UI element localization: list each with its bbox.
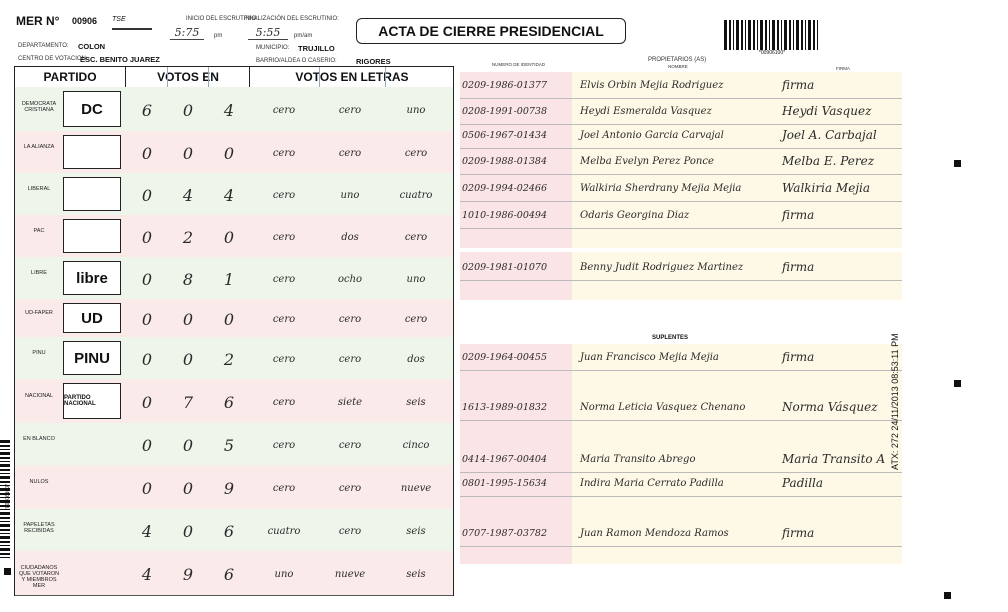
vote-word: cero xyxy=(404,148,428,159)
member-name: Melba Evelyn Perez Ponce xyxy=(580,156,714,167)
vote-digit: 0 xyxy=(182,479,194,498)
party-row xyxy=(15,173,453,216)
party-row xyxy=(15,465,453,510)
mer-label: MER N° xyxy=(16,14,60,28)
tse-logo-icon: TSE xyxy=(112,16,152,30)
vote-digit: 1 xyxy=(223,270,235,289)
identity-number: 0209-1986-01377 xyxy=(462,80,547,91)
vote-digit: 4 xyxy=(223,186,235,205)
member-line xyxy=(460,280,902,281)
vote-word: cero xyxy=(272,440,296,451)
party-name: CIUDADANOS QUE VOTARON Y MIEMBROS MER xyxy=(18,565,60,589)
header-votos-numeros: VOTOS EN xyxy=(125,67,250,88)
vote-digit: 0 xyxy=(141,144,153,163)
vote-digit: 6 xyxy=(223,522,235,541)
vote-word: uno xyxy=(406,105,426,116)
vote-word: seis xyxy=(406,569,426,580)
vote-digit: 2 xyxy=(223,350,235,369)
member-name: Walkiria Sherdrany Mejia Mejia xyxy=(580,183,742,194)
vote-word: nueve xyxy=(334,569,366,580)
vote-digit: 0 xyxy=(182,522,194,541)
vote-word: cero xyxy=(272,354,296,365)
mer-number: 00906 xyxy=(72,16,98,26)
vote-digit: 0 xyxy=(141,186,153,205)
vote-word: cero xyxy=(272,483,296,494)
vote-digit: 6 xyxy=(223,393,235,412)
header-partido: PARTIDO xyxy=(15,67,125,88)
party-row xyxy=(15,215,453,258)
party-name: LA ALIANZA xyxy=(23,144,55,150)
centro-label: CENTRO DE VOTACION: xyxy=(18,56,88,62)
vote-digit: 6 xyxy=(223,565,235,584)
vote-word: cero xyxy=(338,440,362,451)
vote-digit: 0 xyxy=(182,350,194,369)
signature: firma xyxy=(782,260,815,274)
party-logo-icon: UD xyxy=(63,303,121,333)
party-row xyxy=(15,337,453,380)
vote-digit: 0 xyxy=(182,310,194,329)
registration-mark xyxy=(4,568,11,575)
vote-digit: 4 xyxy=(182,186,194,205)
signature: Padilla xyxy=(782,476,824,490)
numero-identidad-label: NUMERO DE IDENTIDAD xyxy=(492,62,546,67)
vote-digit: 8 xyxy=(182,270,194,289)
vote-digit: 6 xyxy=(141,101,153,120)
vote-word: cero xyxy=(338,105,362,116)
party-name: EN BLANCO xyxy=(23,436,55,442)
vote-digit: 0 xyxy=(141,479,153,498)
member-name: Norma Leticia Vasquez Chenano xyxy=(580,402,746,413)
identity-number: 0707-1987-03782 xyxy=(462,528,547,539)
vote-word: cero xyxy=(272,274,296,285)
registration-mark xyxy=(944,592,951,599)
vote-digit: 9 xyxy=(182,565,194,584)
signature: firma xyxy=(782,208,815,222)
vote-word: cero xyxy=(338,148,362,159)
party-name: UD-FAPER xyxy=(25,310,53,316)
inicio-value: 5:75 xyxy=(170,26,204,40)
vote-word: nueve xyxy=(400,483,432,494)
vote-word: dos xyxy=(407,354,425,365)
identity-number: 0209-1988-01384 xyxy=(462,156,547,167)
inicio-suffix: pm xyxy=(214,33,223,39)
party-row xyxy=(15,257,453,300)
barcode-icon xyxy=(724,20,820,50)
member-line xyxy=(460,370,902,371)
vote-digit: 2 xyxy=(182,228,194,247)
signature: Maria Transito A xyxy=(782,452,886,466)
vote-word: seis xyxy=(406,526,426,537)
vote-word: uno xyxy=(340,190,360,201)
party-name: NULOS xyxy=(29,479,49,485)
registration-mark xyxy=(954,380,961,387)
vote-word: cero xyxy=(272,314,296,325)
member-name: Juan Francisco Mejia Mejia xyxy=(580,352,719,363)
party-logo-icon: PINU xyxy=(63,341,121,375)
party-logo-icon xyxy=(63,219,121,253)
registration-mark xyxy=(954,160,961,167)
fin-value: 5:55 xyxy=(248,26,288,40)
identity-number: 0506-1967-01434 xyxy=(462,130,547,141)
vote-word: uno xyxy=(406,274,426,285)
vote-digit: 0 xyxy=(141,270,153,289)
party-row xyxy=(15,423,453,466)
member-name: Maria Transito Abrego xyxy=(580,454,696,465)
vote-digit: 7 xyxy=(182,393,194,412)
vote-digit: 0 xyxy=(141,228,153,247)
member-name: Heydi Esmeralda Vasquez xyxy=(580,106,712,117)
vote-digit: 0 xyxy=(223,228,235,247)
centro-value: ESC. BENITO JUAREZ xyxy=(80,55,160,64)
vote-word: siete xyxy=(337,397,363,408)
signature: Joel A. Carbajal xyxy=(782,128,877,142)
identity-number: 0414-1967-00404 xyxy=(462,454,547,465)
signature: Melba E. Perez xyxy=(782,154,875,168)
identity-number: 0208-1991-00738 xyxy=(462,106,547,117)
municipio-value: TRUJILLO xyxy=(298,44,335,53)
vote-word: cero xyxy=(272,148,296,159)
vote-word: cinco xyxy=(402,440,430,451)
member-name: Joel Antonio Garcia Carvajal xyxy=(580,130,724,141)
vote-digit: 4 xyxy=(141,565,153,584)
barrio-value: RIGORES xyxy=(356,57,391,66)
party-row xyxy=(15,87,453,132)
municipio-label: MUNICIPIO: xyxy=(256,45,290,51)
barrio-label: BARRIO/ALDEA O CASERIO: xyxy=(256,58,337,64)
signature: firma xyxy=(782,350,815,364)
member-line xyxy=(460,201,902,202)
vote-word: seis xyxy=(406,397,426,408)
party-name: NACIONAL xyxy=(24,393,54,399)
member-line xyxy=(460,124,902,125)
party-name: LIBRE xyxy=(31,270,47,276)
vote-word: cero xyxy=(272,190,296,201)
vote-digit: 0 xyxy=(141,436,153,455)
propietarios-label: PROPIETARIOS (AS) xyxy=(648,57,707,63)
vote-digit: 4 xyxy=(141,522,153,541)
party-name: DEMOCRATA CRISTIANA xyxy=(21,101,57,113)
vote-digit: 0 xyxy=(223,144,235,163)
party-row xyxy=(15,131,453,174)
member-line xyxy=(460,174,902,175)
member-name: Juan Ramon Mendoza Ramos xyxy=(580,528,729,539)
party-logo-icon: libre xyxy=(63,261,121,295)
vote-word: cero xyxy=(338,483,362,494)
vote-word: cero xyxy=(338,526,362,537)
signature: Heydi Vasquez xyxy=(782,104,872,118)
firma-label: FIRMA xyxy=(836,66,850,71)
vote-digit: 0 xyxy=(182,436,194,455)
vote-digit: 0 xyxy=(182,101,194,120)
inicio-label: INICIO DEL ESCRUTINIO: xyxy=(186,16,258,22)
vote-digit: 0 xyxy=(182,144,194,163)
party-name: PAPELETAS RECIBIDAS xyxy=(23,522,55,534)
member-line xyxy=(460,148,902,149)
party-logo-icon: DC xyxy=(63,91,121,127)
member-name: Odaris Georgina Diaz xyxy=(580,210,690,221)
member-name: Benny Judit Rodriguez Martinez xyxy=(580,262,744,273)
signature: firma xyxy=(782,526,815,540)
vote-word: cuatro xyxy=(267,526,301,537)
member-name: Elvis Orbin Mejia Rodriguez xyxy=(580,80,724,91)
vote-digit: 5 xyxy=(223,436,235,455)
signature: firma xyxy=(782,78,815,92)
barcode-number: *00906100* xyxy=(758,50,786,56)
vote-digit: 0 xyxy=(141,350,153,369)
vote-word: ocho xyxy=(337,274,363,285)
identity-number: 1613-1989-01832 xyxy=(462,402,547,413)
party-name: LIBERAL xyxy=(27,186,51,192)
party-logo-icon: PARTIDO NACIONAL xyxy=(63,383,121,419)
departamento-value: COLON xyxy=(78,42,106,51)
member-line xyxy=(460,228,902,229)
fin-label: FINALIZACIÓN DEL ESCRUTINIO: xyxy=(244,16,339,22)
identity-number: 1010-1986-00494 xyxy=(462,210,547,221)
header-votos-letras: VOTOS EN LETRAS xyxy=(249,67,454,88)
suplentes-label: SUPLENTES xyxy=(652,335,689,341)
fin-suffix: pm/am xyxy=(294,33,313,39)
member-name: Indira Maria Cerrato Padilla xyxy=(580,478,724,489)
member-line xyxy=(460,420,902,421)
departamento-label: DEPARTAMENTO: xyxy=(18,43,69,49)
vote-digit: 0 xyxy=(141,393,153,412)
party-row xyxy=(15,509,453,552)
vote-word: cero xyxy=(338,354,362,365)
identity-number: 0801-1995-15634 xyxy=(462,478,547,489)
vote-word: dos xyxy=(341,232,359,243)
member-line xyxy=(460,496,902,497)
vote-digit: 0 xyxy=(141,310,153,329)
party-name: PINU xyxy=(32,350,46,356)
vote-word: cero xyxy=(404,232,428,243)
member-line xyxy=(460,98,902,99)
member-line xyxy=(460,546,902,547)
party-logo-icon xyxy=(63,177,121,211)
vote-word: cero xyxy=(338,314,362,325)
vote-digit: 0 xyxy=(223,310,235,329)
member-line xyxy=(460,472,902,473)
identity-number: 0209-1994-02466 xyxy=(462,183,547,194)
vote-word: cero xyxy=(272,397,296,408)
left-barcode-number: *00906100* xyxy=(5,483,11,511)
party-row xyxy=(15,379,453,424)
results-table xyxy=(14,66,454,596)
party-logo-icon xyxy=(63,135,121,169)
vote-word: cuatro xyxy=(399,190,433,201)
party-row xyxy=(15,551,453,596)
party-name: PAC xyxy=(33,228,45,234)
vote-word: uno xyxy=(274,569,294,580)
vote-word: cero xyxy=(272,105,296,116)
vote-word: cero xyxy=(404,314,428,325)
vote-word: cero xyxy=(272,232,296,243)
document-title: ACTA DE CIERRE PRESIDENCIAL xyxy=(356,18,626,44)
signature: Norma Vásquez xyxy=(782,400,878,414)
identity-number: 0209-1981-01070 xyxy=(462,262,547,273)
vote-digit: 4 xyxy=(223,101,235,120)
side-stamp: ATX: 272 24/11/2013 08:53:11 PM xyxy=(890,333,900,470)
signature: Walkiria Mejia xyxy=(782,181,871,195)
party-row xyxy=(15,299,453,338)
nombre-label: NOMBRE xyxy=(668,64,688,69)
vote-digit: 9 xyxy=(223,479,235,498)
identity-number: 0209-1964-00455 xyxy=(462,352,547,363)
